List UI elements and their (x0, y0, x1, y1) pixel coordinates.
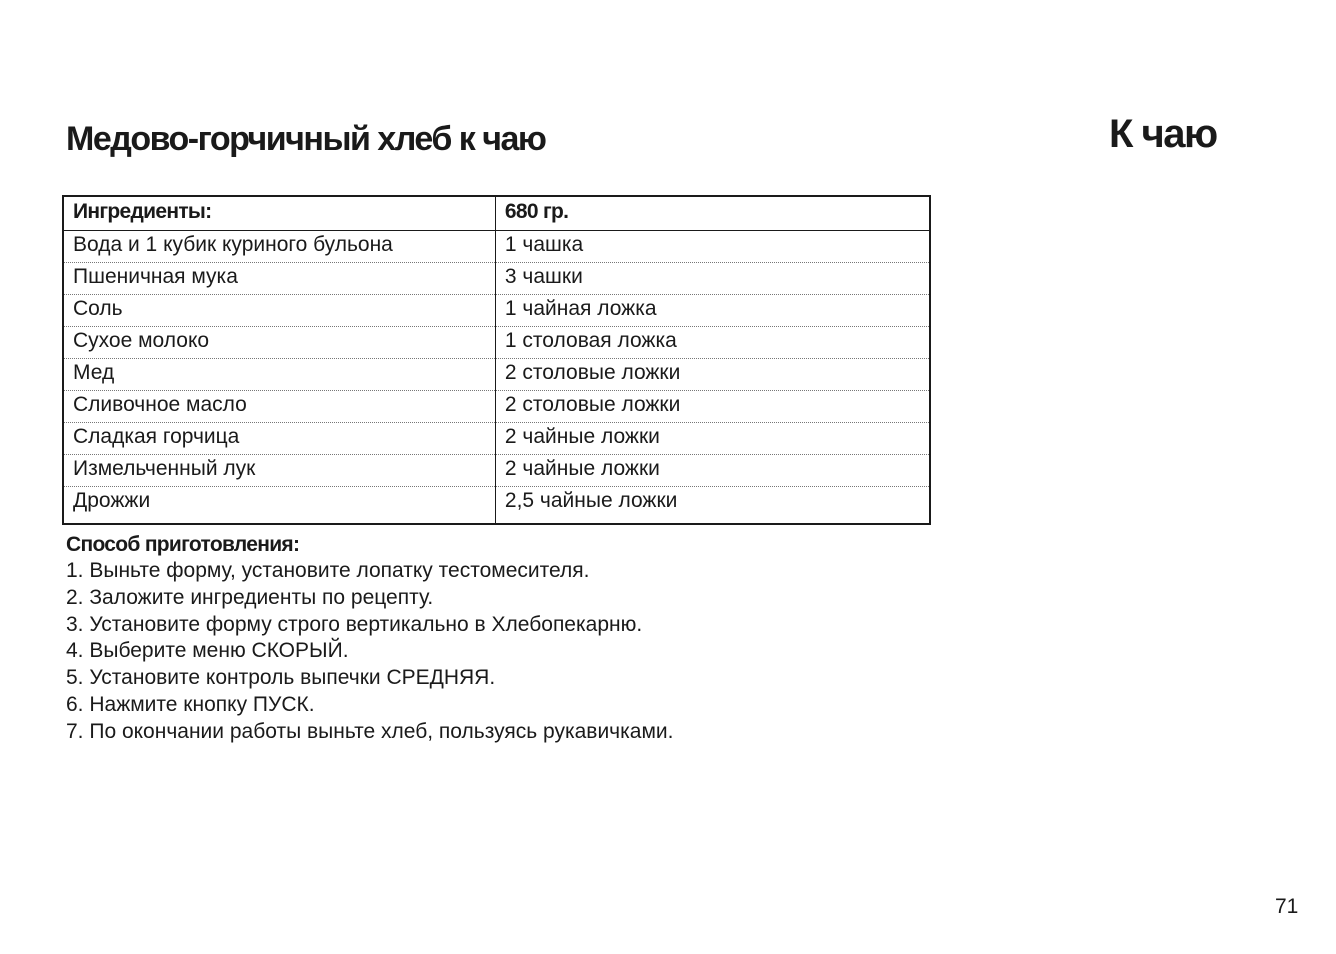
page-title: Медово-горчичный хлеб к чаю (66, 120, 546, 158)
ingredients-column-header: Ингредиенты: (63, 196, 495, 231)
ingredient-amount: 2 чайные ложки (495, 423, 930, 455)
ingredient-name: Сухое молоко (63, 327, 495, 359)
table-row (63, 359, 930, 391)
ingredient-amount: 1 чайная ложка (495, 295, 930, 327)
ingredient-amount: 2 столовые ложки (495, 359, 930, 391)
list-item: 5. Установите контроль выпечки СРЕДНЯЯ. (66, 666, 496, 690)
ingredient-name: Мед (63, 359, 495, 391)
table-row (63, 391, 930, 423)
list-item: 4. Выберите меню СКОРЫЙ. (66, 639, 349, 663)
ingredient-amount: 2,5 чайные ложки (504, 489, 678, 512)
ingredient-name: Сладкая горчица (63, 423, 495, 455)
ingredient-name: Сливочное масло (63, 391, 495, 423)
ingredient-amount: 1 чашка (495, 231, 930, 263)
ingredient-name: Соль (63, 295, 495, 327)
ingredient-amount: 1 столовая ложка (495, 327, 930, 359)
amount-column-header: 680 гр. (495, 196, 930, 231)
preparation-method (66, 531, 673, 746)
ingredient-name: Измельченный лук (63, 455, 495, 487)
ingredient-name: Дрожжи (63, 487, 495, 525)
table-row (63, 295, 930, 327)
ingredient-name: Вода и 1 кубик куриного бульона (63, 231, 495, 263)
list-item: 1. Выньте форму, установите лопатку тестомесителя. (66, 559, 590, 582)
table-row (63, 487, 930, 525)
list-item: 7. По окончании работы выньте хлеб, пользуясь рукавичками. (66, 719, 674, 743)
table-header-row (63, 196, 930, 231)
list-item: 6. Нажмите кнопку ПУСК. (66, 692, 315, 716)
table-row (63, 231, 930, 263)
table-row (63, 423, 930, 455)
section-title: К чаю (1109, 112, 1217, 156)
steps-list (66, 558, 673, 746)
list-item: 3. Установите форму строго вертикально в Хлебопекарню. (66, 612, 643, 636)
ingredient-amount: 3 чашки (495, 263, 930, 295)
table-row (63, 455, 930, 487)
ingredient-name: Пшеничная мука (63, 263, 495, 295)
page-number: 71 (1275, 895, 1299, 918)
ingredient-amount: 2 столовые ложки (495, 391, 930, 423)
ingredients-table (62, 195, 931, 525)
table-row (63, 327, 930, 359)
list-item: 2. Заложите ингредиенты по рецепту. (66, 585, 434, 609)
method-heading: Способ приготовления: (66, 533, 300, 556)
table-row (63, 263, 930, 295)
ingredient-amount: 2 чайные ложки (495, 455, 930, 487)
